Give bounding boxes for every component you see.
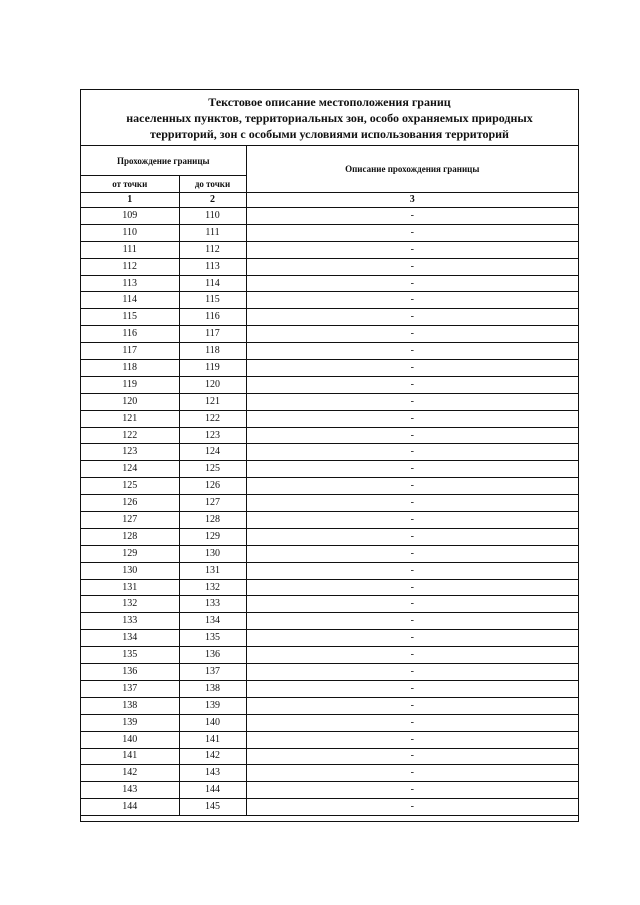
to-point-cell: 133 [179,596,246,613]
description-cell: - [246,393,578,410]
from-point-cell: 111 [81,241,179,258]
table-row [81,697,578,714]
header-to-point: до точки [179,176,246,193]
description-cell: - [246,326,578,343]
to-point-cell: 132 [179,579,246,596]
to-point-cell: 122 [179,410,246,427]
to-point-cell: 139 [179,697,246,714]
description-cell: - [246,545,578,562]
from-point-cell: 137 [81,680,179,697]
table-row [81,630,578,647]
to-point-cell: 111 [179,224,246,241]
to-point-cell: 121 [179,393,246,410]
boundary-table [81,146,578,816]
from-point-cell: 119 [81,376,179,393]
from-point-cell: 110 [81,224,179,241]
from-point-cell: 121 [81,410,179,427]
from-point-cell: 120 [81,393,179,410]
to-point-cell: 140 [179,714,246,731]
description-cell: - [246,258,578,275]
description-cell: - [246,495,578,512]
table-row [81,326,578,343]
to-point-cell: 110 [179,208,246,225]
to-point-cell: 142 [179,748,246,765]
table-row [81,461,578,478]
from-point-cell: 128 [81,528,179,545]
table-row [81,275,578,292]
to-point-cell: 136 [179,647,246,664]
from-point-cell: 130 [81,562,179,579]
to-point-cell: 119 [179,360,246,377]
table-row [81,545,578,562]
description-cell: - [246,292,578,309]
table-row [81,393,578,410]
from-point-cell: 134 [81,630,179,647]
table-row [81,748,578,765]
description-cell: - [246,309,578,326]
table-row [81,444,578,461]
from-point-cell: 141 [81,748,179,765]
description-cell: - [246,360,578,377]
table-body [81,208,578,816]
description-cell: - [246,765,578,782]
title-line-1: Текстовое описание местоположения границ [208,95,451,109]
table-row [81,478,578,495]
description-cell: - [246,782,578,799]
from-point-cell: 127 [81,512,179,529]
table-row [81,410,578,427]
description-cell: - [246,275,578,292]
table-row [81,680,578,697]
table-row [81,596,578,613]
title-line-3: территорий, зон с особыми условиями использования территорий [150,127,509,141]
column-number-1: 1 [81,193,179,208]
description-cell: - [246,647,578,664]
to-point-cell: 128 [179,512,246,529]
table-row [81,562,578,579]
table-row [81,765,578,782]
description-cell: - [246,579,578,596]
description-cell: - [246,512,578,529]
to-point-cell: 134 [179,613,246,630]
to-point-cell: 115 [179,292,246,309]
description-cell: - [246,478,578,495]
description-cell: - [246,697,578,714]
table-row [81,292,578,309]
description-cell: - [246,714,578,731]
description-cell: - [246,427,578,444]
from-point-cell: 117 [81,343,179,360]
document-title [81,90,578,146]
table-row [81,799,578,816]
description-cell: - [246,562,578,579]
header-from-point: от точки [81,176,179,193]
to-point-cell: 131 [179,562,246,579]
from-point-cell: 143 [81,782,179,799]
to-point-cell: 137 [179,664,246,681]
table-row [81,512,578,529]
title-line-2: населенных пунктов, территориальных зон, особо охраняемых природных [126,111,533,125]
to-point-cell: 145 [179,799,246,816]
to-point-cell: 125 [179,461,246,478]
to-point-cell: 113 [179,258,246,275]
from-point-cell: 135 [81,647,179,664]
description-cell: - [246,799,578,816]
from-point-cell: 124 [81,461,179,478]
description-cell: - [246,613,578,630]
from-point-cell: 123 [81,444,179,461]
description-cell: - [246,376,578,393]
from-point-cell: 118 [81,360,179,377]
to-point-cell: 118 [179,343,246,360]
table-row [81,360,578,377]
from-point-cell: 139 [81,714,179,731]
to-point-cell: 114 [179,275,246,292]
from-point-cell: 126 [81,495,179,512]
column-number-3: 3 [246,193,578,208]
description-cell: - [246,444,578,461]
to-point-cell: 112 [179,241,246,258]
description-cell: - [246,680,578,697]
from-point-cell: 116 [81,326,179,343]
table-row [81,714,578,731]
column-number-2: 2 [179,193,246,208]
from-point-cell: 142 [81,765,179,782]
header-description: Описание прохождения границы [246,146,578,193]
description-cell: - [246,664,578,681]
table-row [81,495,578,512]
to-point-cell: 124 [179,444,246,461]
to-point-cell: 126 [179,478,246,495]
to-point-cell: 117 [179,326,246,343]
description-cell: - [246,596,578,613]
to-point-cell: 116 [179,309,246,326]
to-point-cell: 143 [179,765,246,782]
to-point-cell: 123 [179,427,246,444]
from-point-cell: 129 [81,545,179,562]
to-point-cell: 129 [179,528,246,545]
description-cell: - [246,630,578,647]
from-point-cell: 125 [81,478,179,495]
table-row [81,782,578,799]
table-row [81,309,578,326]
table-bottom-margin [81,816,578,821]
table-row [81,528,578,545]
description-cell: - [246,748,578,765]
to-point-cell: 141 [179,731,246,748]
table-row [81,647,578,664]
boundary-description-document [80,89,579,822]
description-cell: - [246,224,578,241]
from-point-cell: 132 [81,596,179,613]
description-cell: - [246,208,578,225]
table-row [81,208,578,225]
table-row [81,664,578,681]
from-point-cell: 114 [81,292,179,309]
from-point-cell: 109 [81,208,179,225]
from-point-cell: 115 [81,309,179,326]
from-point-cell: 113 [81,275,179,292]
table-row [81,613,578,630]
header-boundary-passage: Прохождение границы [81,146,246,176]
to-point-cell: 127 [179,495,246,512]
from-point-cell: 138 [81,697,179,714]
from-point-cell: 112 [81,258,179,275]
description-cell: - [246,461,578,478]
table-row [81,241,578,258]
from-point-cell: 122 [81,427,179,444]
from-point-cell: 140 [81,731,179,748]
table-row [81,258,578,275]
table-row [81,731,578,748]
description-cell: - [246,731,578,748]
to-point-cell: 138 [179,680,246,697]
table-row [81,579,578,596]
to-point-cell: 130 [179,545,246,562]
description-cell: - [246,343,578,360]
table-row [81,427,578,444]
to-point-cell: 120 [179,376,246,393]
from-point-cell: 131 [81,579,179,596]
from-point-cell: 136 [81,664,179,681]
to-point-cell: 135 [179,630,246,647]
description-cell: - [246,410,578,427]
table-row [81,343,578,360]
description-cell: - [246,241,578,258]
table-row [81,376,578,393]
from-point-cell: 144 [81,799,179,816]
to-point-cell: 144 [179,782,246,799]
from-point-cell: 133 [81,613,179,630]
description-cell: - [246,528,578,545]
table-row [81,224,578,241]
